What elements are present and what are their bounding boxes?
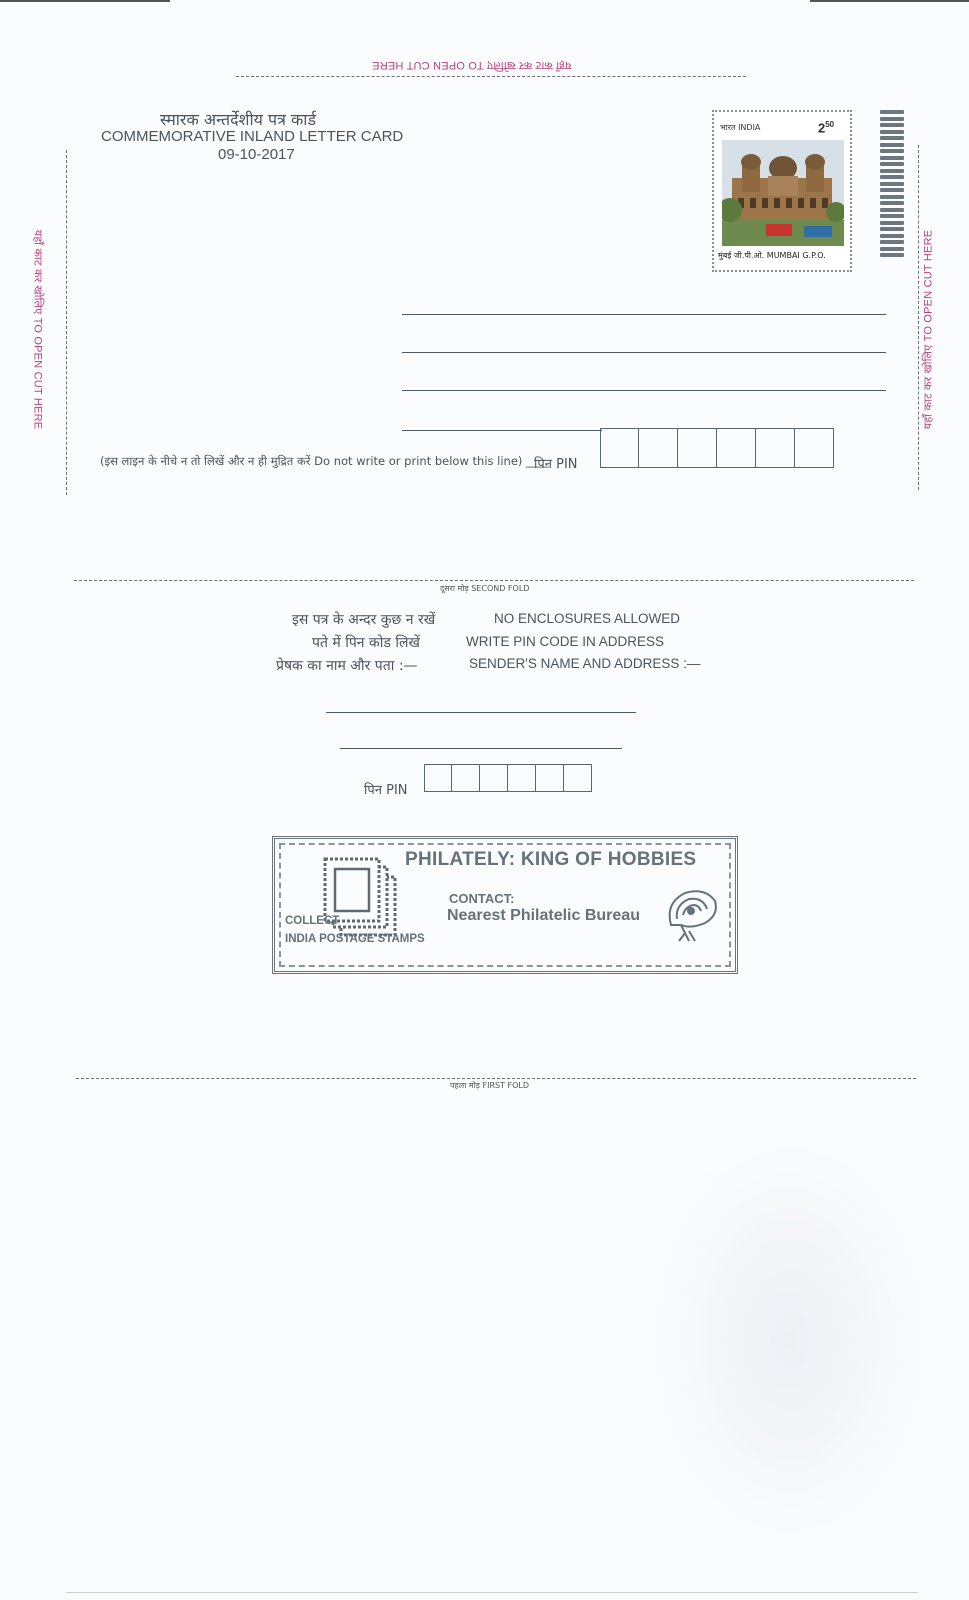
building-illustration-icon	[722, 140, 844, 246]
card-title-english: COMMEMORATIVE INLAND LETTER CARD	[101, 128, 404, 145]
promo-headline: PHILATELY: KING OF HOBBIES	[405, 849, 697, 870]
stamp-value	[818, 120, 834, 135]
bottom-edge	[66, 1592, 918, 1593]
no-enclosures-english: NO ENCLOSURES ALLOWED	[494, 611, 681, 626]
sender-pin-digit-box[interactable]	[564, 764, 592, 792]
write-pin-english: WRITE PIN CODE IN ADDRESS	[466, 634, 665, 649]
pin-digit-box[interactable]	[795, 428, 834, 468]
address-line-1[interactable]	[402, 314, 886, 315]
sender-pin-digit-box[interactable]	[508, 764, 536, 792]
right-cut-dashed-line	[918, 145, 919, 490]
pin-digit-box[interactable]	[717, 428, 756, 468]
address-pin-boxes[interactable]	[600, 428, 834, 468]
sender-hindi: प्रेषक का नाम और पता :—	[276, 658, 418, 674]
first-fold-label: पहला मोड़ FIRST FOLD	[450, 1081, 530, 1090]
sender-english: SENDER'S NAME AND ADDRESS :—	[469, 656, 701, 671]
peacock-icon	[661, 885, 721, 945]
second-fold-label: दूसरा मोड़ SECOND FOLD	[440, 584, 530, 593]
address-pin-label: पिन PIN	[534, 457, 578, 472]
sender-line-1[interactable]	[326, 712, 636, 713]
stamp-value-fraction: 50	[825, 120, 835, 129]
postage-stamp	[712, 110, 852, 272]
left-cut-dashed-line	[66, 150, 67, 495]
paper-shading	[640, 1120, 940, 1560]
stamp-value-main: 2	[818, 120, 826, 136]
pin-digit-box[interactable]	[678, 428, 717, 468]
sender-pin-boxes[interactable]	[424, 764, 592, 792]
franking-bars	[880, 110, 904, 260]
cut-here-right: यहाँ काट कर खोलिए TO OPEN CUT HERE	[922, 229, 935, 430]
sender-pin-digit-box[interactable]	[480, 764, 508, 792]
first-fold-line	[76, 1078, 916, 1079]
pin-digit-box[interactable]	[600, 428, 639, 468]
promo-contact-label: CONTACT:	[449, 891, 515, 906]
promo-collect-line1: COLLECT	[285, 915, 340, 927]
mumbai-gpo-image	[722, 140, 844, 246]
corner-mark-right	[810, 0, 969, 2]
sender-pin-digit-box[interactable]	[536, 764, 564, 792]
second-fold-line	[74, 580, 914, 581]
sender-pin-digit-box[interactable]	[424, 764, 452, 792]
card-title-hindi: स्मारक अन्तर्देशीय पत्र कार्ड	[160, 110, 317, 129]
stamp-country: भारत INDIA	[720, 123, 761, 132]
card-date: 09-10-2017	[218, 146, 295, 163]
philately-promo-box	[272, 836, 738, 974]
promo-contact-value: Nearest Philatelic Bureau	[447, 907, 640, 924]
corner-mark-left	[0, 0, 170, 2]
no-enclosures-hindi: इस पत्र के अन्दर कुछ न रखें	[292, 612, 436, 628]
sender-pin-digit-box[interactable]	[452, 764, 480, 792]
promo-collect-line2: INDIA POSTAGE STAMPS	[285, 933, 425, 945]
write-pin-hindi: पते में पिन कोड लिखें	[312, 635, 420, 651]
address-line-2[interactable]	[402, 352, 886, 353]
address-line-4[interactable]	[402, 430, 602, 431]
address-line-3[interactable]	[402, 390, 886, 391]
stamp-caption: मुंबई जी.पी.ओ. MUMBAI G.P.O.	[718, 251, 826, 260]
pin-digit-box[interactable]	[639, 428, 678, 468]
cut-here-top: यहाँ काट कर खोलिए TO OPEN CUT HERE	[372, 59, 572, 71]
sender-pin-label: पिन PIN	[364, 783, 408, 798]
sender-line-2[interactable]	[340, 748, 622, 749]
do-not-write-notice: (इस लाइन के नीचे न तो लिखें और न ही मुद्रित करें Do not write or print below this line) ____	[100, 454, 550, 468]
pin-digit-box[interactable]	[756, 428, 795, 468]
cut-here-left: यहाँ काट कर खोलिए TO OPEN CUT HERE	[31, 229, 44, 430]
top-cut-dashed-line	[236, 76, 746, 77]
